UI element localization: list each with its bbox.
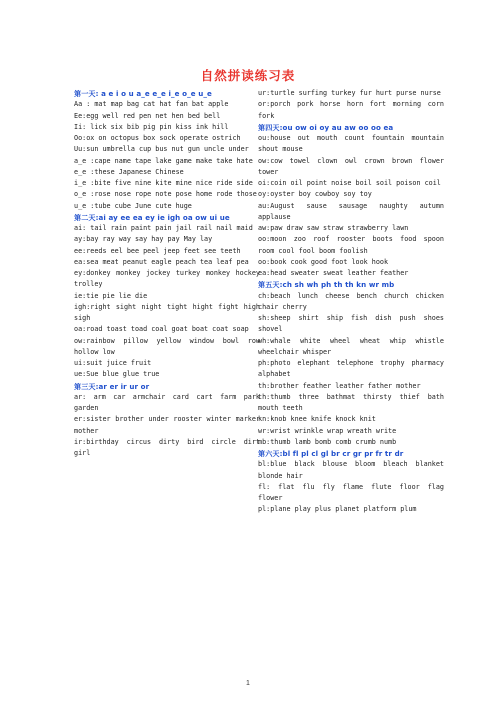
phonics-line: th:brother feather leather father mother <box>258 381 421 390</box>
phonics-line: Uu:sun umbrella cup bus nut gun uncle under <box>74 145 249 154</box>
page-number: 1 <box>246 680 250 687</box>
phonics-line: mb:thumb lamb bomb comb crumb numb <box>258 437 397 446</box>
phonics-line: wr:wrist wrinkle wrap wreath write <box>258 426 397 435</box>
phonics-line: ph:photo elephant telephone trophy pharmacy alphabet <box>258 359 444 379</box>
section-heading: 第二天:ai ay ee ea ey ie igh oa ow ui ue <box>74 212 230 222</box>
phonics-line: ee:reeds eel bee peel jeep feet see teeth <box>74 246 241 255</box>
right-column <box>258 88 444 516</box>
phonics-line: e_e :these Japanese Chinese <box>74 167 184 176</box>
phonics-line: fl: flat flu fly flame flute floor flag flower <box>258 482 444 502</box>
phonics-line: ow:rainbow pillow yellow window bowl row hollow low <box>74 336 260 356</box>
phonics-line: ay:bay ray way say hay pay May lay <box>74 235 213 244</box>
section-heading: 第四天:ou ow oi oy au aw oo oo ea <box>258 122 394 132</box>
phonics-line: ie:tie pie lie die <box>74 291 148 300</box>
phonics-line: Ii: lick six bib pig pin kiss ink hill <box>74 122 229 131</box>
phonics-line: ea:sea meat peanut eagle peach tea leaf pea <box>74 257 249 266</box>
section-heading: 第五天:ch sh wh ph th th kn wr mb <box>258 280 395 290</box>
phonics-line: ch:beach lunch cheese bench church chicken chair cherry <box>258 291 444 311</box>
section-heading: 第一天: a e i o u a_e e_e i_e o_e u_e <box>74 89 212 98</box>
phonics-line: o_e :rose nose rope note pose home rode those <box>74 190 257 199</box>
phonics-line: u_e :tube cube June cute huge <box>74 201 192 210</box>
phonics-line: Ee:egg well red pen net hen bed bell <box>74 111 221 120</box>
phonics-line: ou:house out mouth count fountain mountain shout mouse <box>258 134 444 154</box>
phonics-line: pl:plane play plus planet platform plum <box>258 505 417 514</box>
section-heading: 第三天:ar er ir ur or <box>74 381 150 391</box>
page-title: 自然拼读练习表 <box>200 68 296 83</box>
phonics-line: Aa : mat map bag cat hat fan bat apple <box>74 100 229 109</box>
phonics-line: wh:whale white wheel wheat whip whistle wheelchair whisper <box>258 336 444 356</box>
phonics-line: th:thumb three bathmat thirsty thief bath mouth teeth <box>258 392 444 412</box>
phonics-line: igh:right sight night tight hight fight high sigh <box>74 302 260 322</box>
section-heading: 第六天:bl fl pl cl gl br cr gr pr fr tr dr <box>258 449 404 458</box>
phonics-line: bl:blue black blouse bloom bleach blanket blonde hair <box>258 460 444 480</box>
phonics-line: ar: arm car armchair card cart farm park garden <box>74 392 260 412</box>
phonics-line: a_e :cape name tape lake game make take hate <box>74 156 253 165</box>
phonics-line: ui:suit juice fruit <box>74 359 152 367</box>
phonics-line: ur:turtle surfing turkey fur hurt purse nurse <box>258 89 441 97</box>
left-column <box>74 88 260 459</box>
phonics-line: kn:knob knee knife knock knit <box>258 415 376 424</box>
phonics-line: or:porch pork horse horn fort morning corn fork <box>258 100 444 120</box>
phonics-line: ea:head sweater sweat leather feather <box>258 269 409 277</box>
phonics-line: oy:oyster boy cowboy soy toy <box>258 190 372 199</box>
phonics-line: ow:cow towel clown owl crown brown flower tower <box>258 156 444 176</box>
phonics-line: Oo:ox on octopus box sock operate ostrich <box>74 134 241 142</box>
phonics-line: ey:donkey monkey jockey turkey monkey hockey trolley <box>74 269 260 289</box>
phonics-line: aw:paw draw saw straw strawberry lawn <box>258 224 409 232</box>
phonics-line: oi:coin oil point noise boil soil poison coil <box>258 179 441 187</box>
phonics-line: sh:sheep shirt ship fish dish push shoes shovel <box>258 314 444 334</box>
phonics-line: oo:book cook good foot look hook <box>258 257 389 266</box>
phonics-line: au:August sause sausage naughty autumn applause <box>258 201 444 221</box>
phonics-line: er:sister brother under rooster winter marker mother <box>74 415 260 435</box>
phonics-line: oa:road toast toad coal goat boat coat soap <box>74 325 249 334</box>
phonics-line: ue:Sue blue glue true <box>74 370 160 379</box>
phonics-line: i_e :bite five nine kite mine nice ride side <box>74 179 253 187</box>
phonics-line: ai: tail rain paint pain jail rail nail maid <box>74 224 253 232</box>
phonics-line: ir:birthday circus dirty bird circle dirt girl <box>74 437 260 457</box>
phonics-line: oo:moon zoo roof rooster boots food spoon room cool fool boom foolish <box>258 235 444 255</box>
